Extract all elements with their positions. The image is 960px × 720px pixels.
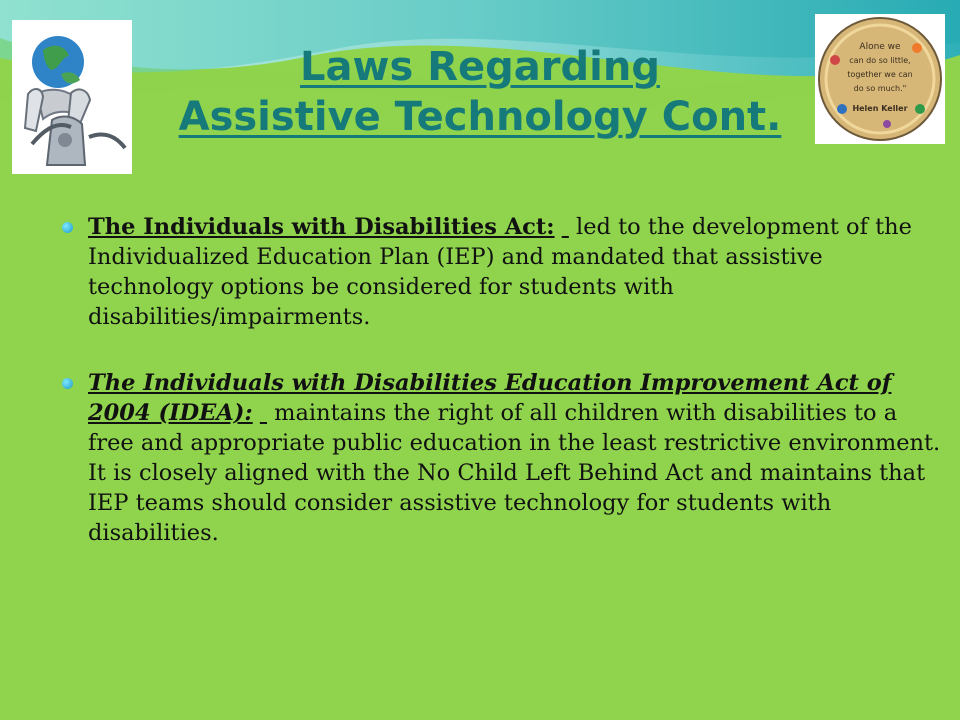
bullet-ida-gap <box>562 214 569 240</box>
bullet-ida-text: led to the development of the Individualized Education Plan (IEP) and mandated that assistive technology options be considered for students with disabilities/impairments. <box>88 214 912 330</box>
bullet-idea-lead: The Individuals with Disabilities Education Improvement Act of 2004 (IDEA): <box>88 370 892 426</box>
bullet-ida-lead: The Individuals with Disabilities Act: <box>88 214 555 240</box>
slide-content <box>62 212 942 548</box>
bullet-idea <box>62 368 942 548</box>
bullet-ida <box>62 212 942 332</box>
quote-author: Helen Keller <box>852 104 908 113</box>
robot-hand-globe-image <box>12 20 132 174</box>
title-line-2: Assistive Technology Cont. <box>178 94 782 140</box>
bullet-idea-gap <box>260 400 267 426</box>
slide-title <box>150 42 810 142</box>
quote-line-1: Alone we <box>859 42 901 52</box>
title-line-1: Laws Regarding <box>300 44 660 90</box>
quote-plate-image <box>815 14 945 144</box>
bullet-idea-text: maintains the right of all children with disabilities to a free and appropriate public education in the least restrictive environment. It is closely aligned with the No Child Left Behind Act and maintains that IEP teams should consider assistive technology for students with disabilities. <box>88 400 941 546</box>
quote-line-4: do so much." <box>853 84 907 93</box>
quote-line-3: together we can <box>847 70 913 79</box>
bullet-dot-icon <box>62 378 73 389</box>
quote-line-2: can do so little, <box>849 56 911 65</box>
quote-plate-icon <box>815 14 945 144</box>
bullet-dot-icon <box>62 222 73 233</box>
robot-hand-globe-icon <box>12 20 132 174</box>
